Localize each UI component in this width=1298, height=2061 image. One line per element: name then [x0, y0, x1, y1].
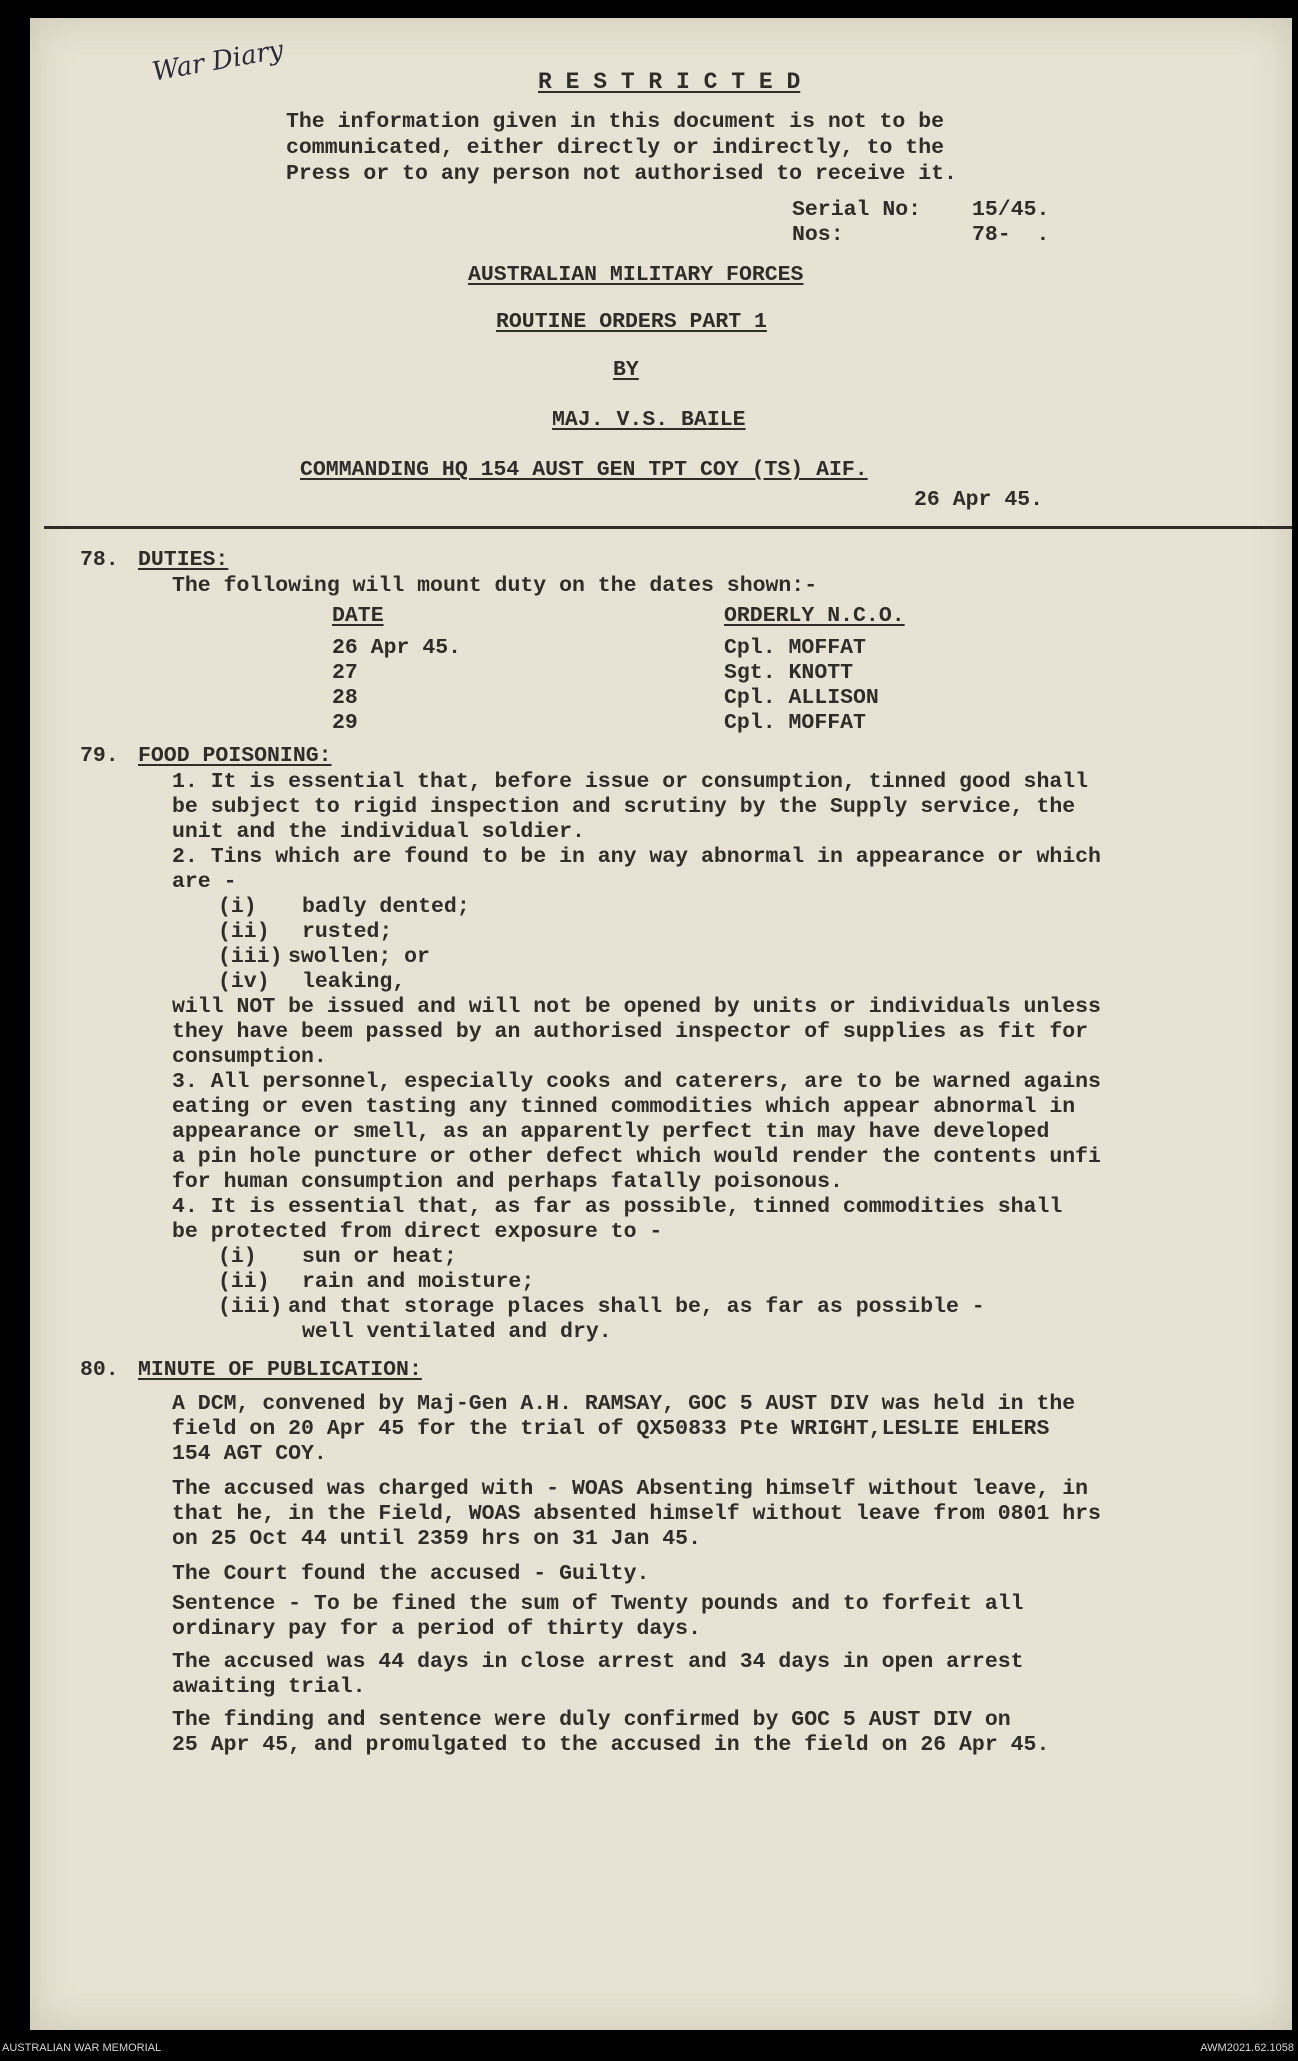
text-line: consumption. [172, 1045, 327, 1069]
section-number: 79. [80, 744, 119, 768]
duty-date: 29 [332, 711, 358, 735]
text-line: 1. It is essential that, before issue or consumption, tinned good shall [172, 770, 1089, 794]
header-rule [44, 526, 1292, 529]
footer-accession: AWM2021.62.1058 [1200, 2042, 1294, 2054]
text-line: The Court found the accused - Guilty. [172, 1562, 650, 1586]
text-line: A DCM, convened by Maj-Gen A.H. RAMSAY, GOC 5 AUST DIV was held in the [172, 1392, 1076, 1416]
text-line: that he, in the Field, WOAS absented himself without leave from 0801 hrs [172, 1502, 1101, 1526]
duty-nco: Cpl. MOFFAT [724, 711, 866, 735]
list-text: badly dented; [302, 895, 470, 919]
list-text: sun or heat; [302, 1245, 457, 1269]
officer-heading: MAJ. V.S. BAILE [552, 408, 746, 432]
classification-heading: R E S T R I C T E D [538, 69, 801, 95]
serial-label: Serial No: [792, 198, 922, 222]
text-line: field on 20 Apr 45 for the trial of QX50833 Pte WRIGHT,LESLIE EHLERS [172, 1417, 1050, 1441]
section-number: 78. [80, 548, 119, 572]
text-line: appearance or smell, as an apparently perfect tin may have developed [172, 1120, 1050, 1144]
command-heading: COMMANDING HQ 154 AUST GEN TPT COY (TS) AIF. [300, 458, 868, 482]
duty-nco: Cpl. MOFFAT [724, 636, 866, 660]
text-line: awaiting trial. [172, 1675, 366, 1699]
list-text: rusted; [302, 920, 393, 944]
duty-nco: Sgt. KNOTT [724, 661, 854, 685]
text-line: will NOT be issued and will not be opened by units or individuals unless [172, 995, 1101, 1019]
list-number: (i) [218, 895, 257, 919]
duty-date: 28 [332, 686, 358, 710]
list-number: (i) [218, 1245, 257, 1269]
list-text: well ventilated and dry. [302, 1320, 612, 1344]
list-number: (iv) [218, 970, 270, 994]
notice-line: communicated, either directly or indirectly, to the [286, 136, 945, 160]
text-line: be protected from direct exposure to - [172, 1220, 663, 1244]
food-title: FOOD POISONING: [138, 744, 332, 768]
document-page [30, 18, 1292, 2030]
text-line: are - [172, 870, 237, 894]
section-number: 80. [80, 1358, 119, 1382]
handwritten-note: War Diary [150, 35, 286, 88]
list-number: (ii) [218, 920, 270, 944]
text-line: Sentence - To be fined the sum of Twenty pounds and to forfeit all [172, 1592, 1024, 1616]
list-text: swollen; or [288, 945, 430, 969]
text-line: for human consumption and perhaps fatally poisonous. [172, 1170, 843, 1194]
text-line: 2. Tins which are found to be in any way abnormal in appearance or which [172, 845, 1101, 869]
duties-col-nco: ORDERLY N.C.O. [724, 604, 905, 628]
list-text: leaking, [302, 970, 406, 994]
duties-title: DUTIES: [138, 548, 229, 572]
text-line: ordinary pay for a period of thirty days. [172, 1617, 701, 1641]
forces-heading: AUSTRALIAN MILITARY FORCES [468, 263, 804, 287]
text-line: The accused was charged with - WOAS Absenting himself without leave, in [172, 1477, 1089, 1501]
footer-credit: AUSTRALIAN WAR MEMORIAL [2, 2042, 162, 2054]
nos-value: 78- . [972, 223, 1050, 247]
text-line: 25 Apr 45, and promulgated to the accused in the field on 26 Apr 45. [172, 1733, 1050, 1757]
text-line: unit and the individual soldier. [172, 820, 585, 844]
nos-label: Nos: [792, 223, 844, 247]
list-text: and that storage places shall be, as far as possible - [288, 1295, 985, 1319]
notice-line: The information given in this document is not to be [286, 110, 945, 134]
duties-col-date: DATE [332, 604, 384, 628]
list-number: (iii) [218, 1295, 283, 1319]
duty-date: 26 Apr 45. [332, 636, 462, 660]
text-line: The finding and sentence were duly confirmed by GOC 5 AUST DIV on [172, 1708, 1011, 1732]
minute-title: MINUTE OF PUBLICATION: [138, 1358, 422, 1382]
text-line: they have beem passed by an authorised inspector of supplies as fit for [172, 1020, 1089, 1044]
document-date: 26 Apr 45. [914, 488, 1044, 512]
text-line: 4. It is essential that, as far as possible, tinned commodities shall [172, 1195, 1063, 1219]
text-line: on 25 Oct 44 until 2359 hrs on 31 Jan 45. [172, 1527, 701, 1551]
text-line: 154 AGT COY. [172, 1442, 327, 1466]
text-line: The accused was 44 days in close arrest and 34 days in open arrest [172, 1650, 1024, 1674]
text-line: eating or even tasting any tinned commodities which appear abnormal in [172, 1095, 1076, 1119]
duty-nco: Cpl. ALLISON [724, 686, 879, 710]
orders-heading: ROUTINE ORDERS PART 1 [496, 310, 767, 334]
duty-date: 27 [332, 661, 358, 685]
notice-line: Press or to any person not authorised to receive it. [286, 162, 957, 186]
text-line: 3. All personnel, especially cooks and caterers, are to be warned agains [172, 1070, 1101, 1094]
list-text: rain and moisture; [302, 1270, 535, 1294]
by-heading: BY [613, 358, 639, 382]
text-line: be subject to rigid inspection and scrutiny by the Supply service, the [172, 795, 1076, 819]
duties-intro: The following will mount duty on the dates shown:- [172, 574, 818, 598]
serial-value: 15/45. [972, 198, 1050, 222]
list-number: (ii) [218, 1270, 270, 1294]
text-line: a pin hole puncture or other defect which would render the contents unfi [172, 1145, 1101, 1169]
list-number: (iii) [218, 945, 283, 969]
